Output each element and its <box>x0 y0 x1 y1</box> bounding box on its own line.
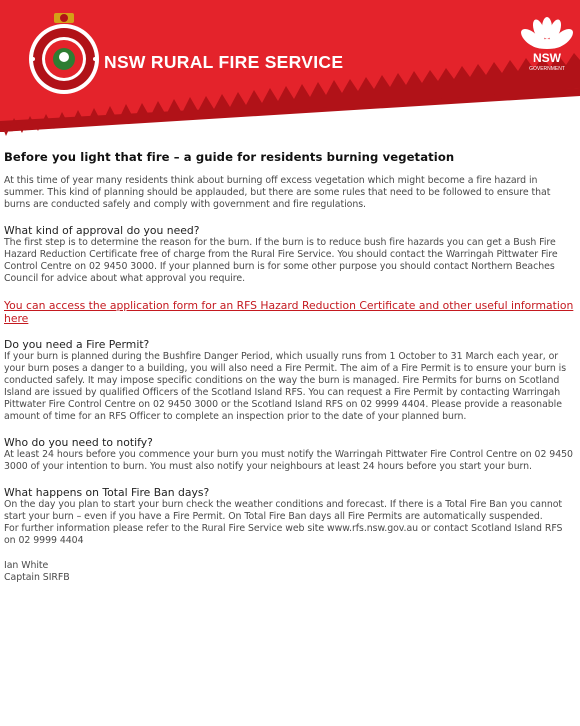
nsw-logo-text: NSW <box>533 51 561 65</box>
page-title: Before you light that fire – a guide for residents burning vegetation <box>4 150 455 164</box>
total-fire-ban-text: On the day you plan to start your burn check the weather conditions and forecast. If there is a Total Fire Ban you cannot start your burn – even if you have a Fire Permit. On Total Fire Ban days all Fire Permits are automatically suspended. <box>4 499 563 522</box>
permit-section <box>4 338 576 423</box>
total-fire-ban-heading: What happens on Total Fire Ban days? <box>4 486 210 499</box>
intro-paragraph: At this time of year many residents think about burning off excess vegetation which might become a fire hazard in summer. This kind of planning should be applauded, but there are some rules that need to be followed to ensure that burns are conducted safely and comply with government and fire regulations. <box>4 175 551 210</box>
signature <box>4 560 576 584</box>
signature-title: Captain SIRFB <box>4 572 70 583</box>
further-info: For further information please refer to the Rural Fire Service web site www.rfs.nsw.gov.au or contact Scotland Island RFS on 02 9999 4404 <box>4 523 563 546</box>
signature-name: Ian White <box>4 560 49 571</box>
permit-text: If your burn is planned during the Bushfire Danger Period, which usually runs from 1 October to 31 March each year, or your burn poses a danger to a building, you will also need a Fire Permit. The aim of a Fire Permit is to ensure your burn is conducted safely. It may impose specific conditions on the way the burn is managed. Fire Permits for burns on Scotland Island are issued by qualified Officers of the Scotland Island RFS. You can request a Fire Permit by contacting Warringah Pittwater Fire Control Centre on 02 9450 3000 or the Scotland Island RFS on 02 9999 4404. Please provide a reasonable amount of time for an RFS Officer to complete an inspection prior to the date of your planned burn. <box>4 351 567 422</box>
org-name: NSW RURAL FIRE SERVICE <box>104 52 344 72</box>
government-logo-text: GOVERNMENT <box>529 66 565 72</box>
article <box>4 150 576 584</box>
approval-section <box>4 224 576 285</box>
header-banner <box>0 0 580 140</box>
permit-heading: Do you need a Fire Permit? <box>4 338 150 351</box>
notify-text: At least 24 hours before you commence your burn you must notify the Warringah Pittwater Fire Control Centre on 02 9450 3000 of your intention to burn. You must also notify your neighbours at least 24 hours before you start your burn. <box>4 449 573 472</box>
approval-heading: What kind of approval do you need? <box>4 224 200 237</box>
total-fire-ban-section <box>4 486 576 523</box>
notify-section <box>4 436 576 473</box>
application-form-link[interactable]: You can access the application form for an RFS Hazard Reduction Certificate and other useful information here <box>4 299 574 325</box>
notify-heading: Who do you need to notify? <box>4 436 153 449</box>
approval-text: The first step is to determine the reason for the burn. If the burn is to reduce bush fire hazards you can get a Bush Fire Hazard Reduction Certificate free of charge from the Rural Fire Service. You should contact the Warringah Pittwater Fire Control Centre on 02 9450 3000. If your planned burn is for some other purpose you should contact Northern Beaches Council for advice about what approval you require. <box>4 237 558 284</box>
